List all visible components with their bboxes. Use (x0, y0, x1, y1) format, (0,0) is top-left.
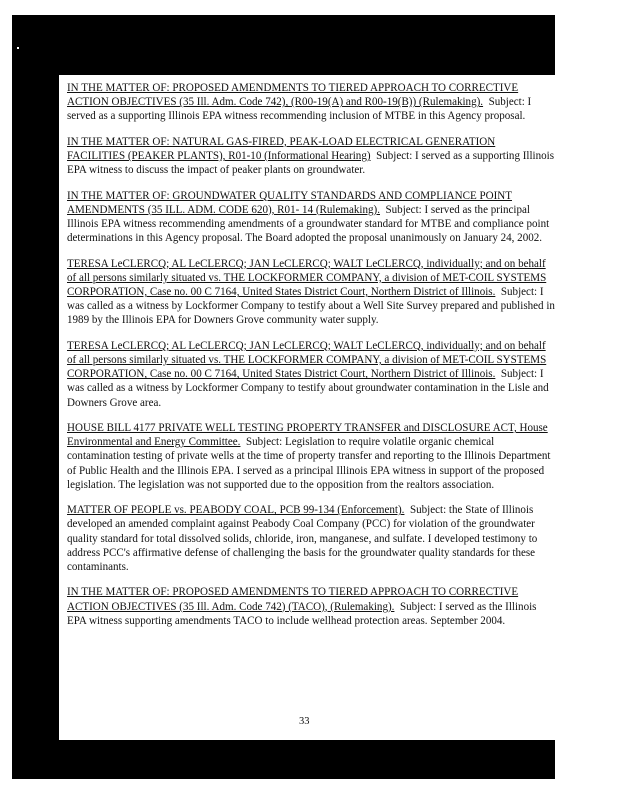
matter-subject: Subject: I served as a supporting Illinois EPA witness to discuss the impact of peaker plants on groundwater. (67, 150, 555, 177)
scan-speck (17, 47, 19, 49)
matter-entry (67, 339, 555, 410)
matter-heading: TERESA LeCLERCQ; AL LeCLERCQ; JAN LeCLERCQ; WALT LeCLERCQ, individually; and on behalf of all persons similarly situated vs. THE LOCKFORMER COMPANY, a division of MET-COIL SYSTEMS CORPORATION, Case no. 00 C 7164, United States District Court, Northern District of Illinois. (67, 339, 547, 381)
document-text (67, 81, 555, 639)
matter-subject: Subject: I served as a supporting Illinois EPA witness recommending inclusion of MTBE in this Agency proposal. (67, 96, 532, 123)
matter-entry (67, 135, 555, 178)
matter-heading: MATTER OF PEOPLE vs. PEABODY COAL, PCB 99-134 (Enforcement). (67, 504, 405, 517)
matter-heading: TERESA LeCLERCQ; AL LeCLERCQ; JAN LeCLERCQ; WALT LeCLERCQ, individually; and on behalf of all persons similarly situated vs. THE LOCKFORMER COMPANY, a division of MET-COIL SYSTEMS CORPORATION, Case no. 00 C 7164, United States District Court, Northern District of Illinois. (67, 257, 547, 298)
matter-heading: IN THE MATTER OF: PROPOSED AMENDMENTS TO TIERED APPROACH TO CORRECTIVE ACTION OBJECTIVES (35 Ill. Adm. Code 742) (TACO), (Rulemaking). (67, 586, 519, 613)
matter-entry (67, 503, 555, 574)
page-number: 33 (299, 716, 310, 727)
matter-subject: Subject: I was called as a witness by Lockformer Company to testify about a Well Site Survey prepared and published in 1989 by the Illinois EPA for Downers Grove community water supply. (67, 286, 555, 327)
matter-entry (67, 257, 555, 328)
matter-subject: Subject: I served as the Illinois EPA witness supporting amendments TACO to include wellhead protection areas. September 2004. (67, 600, 537, 627)
document-page (59, 75, 555, 740)
matter-heading: HOUSE BILL 4177 PRIVATE WELL TESTING PROPERTY TRANSFER and DISCLOSURE ACT, House Environmental and Energy Committee. (67, 422, 548, 449)
matter-entry (67, 81, 555, 124)
matter-heading: IN THE MATTER OF: NATURAL GAS-FIRED, PEAK-LOAD ELECTRICAL GENERATION FACILITIES (PEAKER PLANTS), R01-10 (Informational Hearing) (67, 135, 496, 162)
matter-entry (67, 585, 555, 628)
matter-subject: Subject: the State of Illinois developed an amended complaint against Peabody Coal Company (PCC) for violation of the groundwater quality standard for total dissolved solids, chloride, iron, manganese, and sulfate. I developed testimony to address PCC's affirmative defense of challenging the basis for the groundwater quality standards for these contaminants. (67, 504, 538, 574)
matter-entry (67, 421, 555, 492)
matter-heading: IN THE MATTER OF: GROUNDWATER QUALITY STANDARDS AND COMPLIANCE POINT AMENDMENTS (35 ILL. ADM. CODE 620), R01- 14 (Rulemaking). (67, 189, 512, 216)
matter-subject: Subject: Legislation to require volatile organic chemical contamination testing of private wells at the time of property transfer and reporting to the Illinois Department of Public Health and the Illinois EPA. I served as a principal Illinois EPA witness in support of the proposed legislation. The legislation was not supported due to the opposition from the realtors association. (67, 436, 551, 491)
matter-subject: Subject: I was called as a witness by Lockformer Company to testify about groundwater contamination in the Lisle and Downers Grove area. (67, 368, 549, 409)
matter-entry (67, 189, 555, 246)
matter-heading: IN THE MATTER OF: PROPOSED AMENDMENTS TO TIERED APPROACH TO CORRECTIVE ACTION OBJECTIVES (35 Ill. Adm. Code 742), (R00-19(A) and R00-19(B)) (Rulemaking). (67, 82, 519, 109)
matter-subject: Subject: I served as the principal Illinois EPA witness recommending amendments of a groundwater standard for MTBE and compliance point determinations in this Agency proposal. The Board adopted the proposal unanimously on January 24, 2002. (67, 203, 550, 245)
